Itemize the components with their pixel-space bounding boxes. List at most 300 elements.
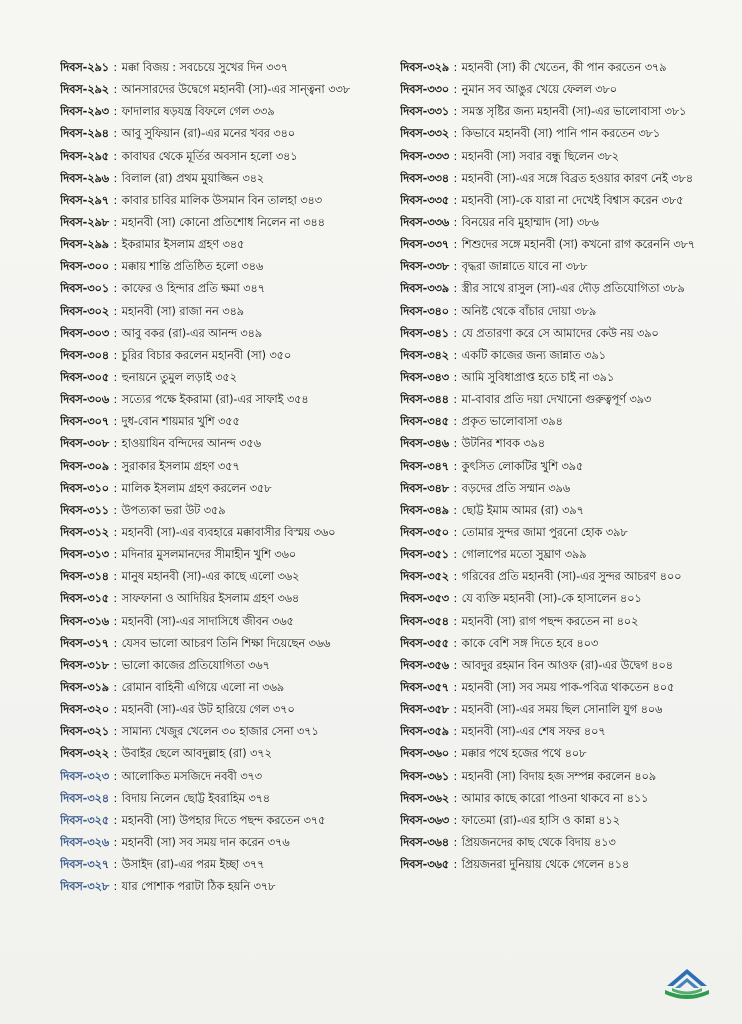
toc-entry-title: মহানবী (সা)-এর সাদাসিধে জীবন [121,614,269,628]
toc-entry-day: দিবস-৩৫৩ [400,592,449,606]
toc-entry-separator: : [453,193,458,207]
toc-entry-page-number: ৪০৪ [651,658,673,672]
toc-entry-separator: : [113,548,118,562]
toc-entry-day: দিবস-৩৩৭ [400,238,449,252]
toc-entry-page-number: ৩৭৪ [248,791,271,805]
toc-entry [60,323,390,345]
toc-entry-title: মহানবী (সা) রাগ পছন্দ করতেন না [461,614,614,628]
toc-entry-title: সত্যের পক্ষে ইকরামা (রা)-এর সাফাই [121,393,284,407]
toc-entry [400,788,735,810]
toc-entry-separator: : [453,215,458,229]
toc-entry-separator: : [453,835,458,849]
toc-entry-separator: : [453,459,458,473]
toc-entry-title: মা-বাবার প্রতি দয়া দেখানো গুরুত্বপূর্ণ [461,393,626,407]
toc-entry-title: একটি কাজের জন্য জান্নাত [461,348,581,362]
toc-entry-title: মহানবী (সা)-কে যারা না দেখেই বিশ্বাস করেন [461,193,659,207]
toc-entry-title: সামান্য খেজুর খেলেন ৩০ হাজার সেনা [121,725,294,739]
toc-entry-title: স্ত্রীর সাথে রাসুল (সা)-এর দৌড় প্রতিযোগিতা [461,282,660,296]
toc-entry-page-number: ৪০৭ [583,725,606,739]
toc-entry-separator: : [453,636,458,650]
toc-entry-separator: : [113,326,118,340]
toc-entry-page-number: ৩৫৪ [286,393,309,407]
toc-entry-day: দিবস-৩৬৩ [400,813,449,827]
toc-entry-day: দিবস-৩৪০ [400,304,449,318]
toc-entry-title: তোমার সুন্দর জামা পুরনো হোক [461,525,603,539]
toc-entry-page-number: ৪০২ [616,614,639,628]
toc-entry-page-number: ৩৮৬ [576,215,599,229]
toc-entry-day: দিবস-৩৪৮ [400,481,449,495]
toc-entry-title: মহানবী (সা)-এর সময় ছিল সোনালি যুগ [461,703,638,717]
toc-entry-page-number: ৩৮৭ [673,238,695,252]
toc-entry-separator: : [113,459,118,473]
toc-entry-separator: : [453,503,458,517]
toc-entry [400,389,735,411]
toc-left-column [60,57,390,898]
toc-entry-separator: : [453,370,458,384]
toc-entry-page-number: ৩৯৭ [562,503,584,517]
toc-entry-title: প্রকৃত ভালোবাসা [461,415,538,429]
toc-entry-separator: : [453,105,458,119]
toc-entry-page-number: ৩৭৮ [253,880,276,894]
toc-entry [60,256,390,278]
toc-entry [60,433,390,455]
toc-entry-day: দিবস-৩৪৩ [400,370,449,384]
toc-entry-page-number: ৪০৯ [634,769,656,783]
toc-entry [400,323,735,345]
toc-entry-day: দিবস-৩১২ [60,525,109,539]
toc-entry [60,721,390,743]
toc-entry-title: আমি সুবিধাপ্রাপ্ত হতে চাই না [461,370,589,384]
toc-entry [60,655,390,677]
toc-entry [60,278,390,300]
toc-entry [400,146,735,168]
toc-entry-page-number: ৩৯৫ [561,459,584,473]
toc-entry-title: কাফের ও হিন্দার প্রতি ক্ষমা [121,282,240,296]
toc-entry-title: আনসারদের উদ্বেগে মহানবী (সা)-এর সান্ত্বনা [121,83,325,97]
toc-entry-separator: : [113,127,118,141]
toc-entry-separator: : [113,658,118,672]
toc-entry-separator: : [453,703,458,717]
toc-entry-day: দিবস-৩৪২ [400,348,449,362]
toc-entry-title: মদিনার মুসলমানদের সীমাহীন খুশি [121,548,271,562]
toc-entry-title: চুরির বিচার করলেন মহানবী (সা) [121,348,266,362]
toc-entry [400,854,735,876]
toc-entry-page-number: ৩৫০ [269,348,292,362]
toc-entry-page-number: ৩৯৮ [605,525,628,539]
toc-entry [60,168,390,190]
toc-entry-separator: : [453,61,458,74]
toc-entry-page-number: ৩৯৪ [523,437,545,451]
toc-entry [400,301,735,323]
toc-entry-separator: : [453,304,458,318]
toc-entry-separator: : [113,238,118,252]
toc-entry-title: গরিবের প্রতি মহানবী (সা)-এর সুন্দর আচরণ [461,570,657,584]
toc-entry-title: উবাইর ছেলে আবদুল্লাহ (রা) [121,747,247,761]
toc-entry-page-number: ৩৩৯ [252,105,275,119]
toc-entry [400,721,735,743]
toc-entry-title: মহানবী (সা) সব সময় পাক-পবিত্র থাকতেন [461,680,650,694]
toc-entry [60,212,390,234]
toc-entry-day: দিবস-৩৫৯ [400,725,449,739]
toc-entry-page-number: ৪১৪ [607,858,630,872]
toc-entry-separator: : [453,570,458,584]
toc-entry-page-number: ৩৮২ [597,149,619,163]
toc-entry-separator: : [113,880,118,894]
toc-entry [60,522,390,544]
toc-entry-day: দিবস-৩০৪ [60,348,109,362]
toc-entry-page-number: ৩৯১ [592,370,615,384]
toc-entry-title: আলোকিত মসজিদে নববী [121,769,237,783]
toc-entry [400,832,735,854]
toc-entry [400,743,735,765]
toc-entry-separator: : [113,282,118,296]
toc-entry-day: দিবস-৩৫৬ [400,658,449,672]
toc-entry [400,212,735,234]
toc-entry [400,655,735,677]
toc-entry-page-number: ৩৩৭ [266,61,288,74]
toc-entry-separator: : [453,813,458,827]
toc-entry-day: দিবস-৩১৬ [60,614,109,628]
toc-entry-day: দিবস-৩৪১ [400,326,449,340]
toc-entry [60,544,390,566]
toc-entry-page-number: ৩৫৫ [218,415,240,429]
toc-entry-separator: : [113,703,118,717]
toc-entry-day: দিবস-৩৬১ [400,769,449,783]
toc-entry-separator: : [113,614,118,628]
toc-entry-page-number: ৩৪০ [273,127,296,141]
toc-entry [60,832,390,854]
toc-entry-title: বিলাল (রা) প্রথম মুয়াজ্জিন [121,171,239,185]
toc-entry [60,588,390,610]
toc-entry [400,522,735,544]
toc-entry-title: ভালো কাজের প্রতিযোগিতা [121,658,245,672]
toc-entry-page-number: ৩৮৪ [671,171,693,185]
toc-entry-page-number: ৩৭০ [272,703,295,717]
toc-entry [60,611,390,633]
toc-entry-separator: : [113,525,118,539]
toc-entry-separator: : [453,747,458,761]
toc-entry [60,456,390,478]
toc-entry-day: দিবস-৩২৭ [60,858,109,872]
toc-entry [60,389,390,411]
toc-entry-page-number: ৩৫২ [215,370,237,384]
toc-entry-page-number: ৩৮৯ [662,282,685,296]
toc-entry-day: দিবস-২৯৩ [60,105,109,119]
toc-entry-day: দিবস-৩১৩ [60,548,109,562]
publisher-logo-icon [660,966,714,1002]
toc-entry-page-number: ৩৪১ [275,149,298,163]
toc-entry-day: দিবস-৩৩৩ [400,149,449,163]
toc-entry-page-number: ৪০৮ [564,747,587,761]
toc-entry-separator: : [453,437,458,451]
toc-entry-title: সাফফানা ও আদিয়ির ইসলাম গ্রহণ [121,592,274,606]
toc-entry-day: দিবস-৩৬৪ [400,835,449,849]
toc-entry-day: দিবস-৩৩৮ [400,260,449,274]
toc-entry-page-number: ৩৯১ [584,348,606,362]
toc-entry-page-number: ৪০৫ [652,680,675,694]
toc-entry-page-number: ৪১১ [626,791,649,805]
toc-entry-day: দিবস-৩৬০ [400,747,449,761]
toc-entry-separator: : [113,61,118,74]
toc-entry-day: দিবস-২৯৫ [60,149,109,163]
toc-entry-page-number: ৩৪৯ [240,326,263,340]
toc-entry-title: যে ব্যক্তি মহানবী (সা)-কে হাসালেন [461,592,617,606]
toc-entry-day: দিবস-৩২০ [60,703,109,717]
toc-entry-separator: : [453,238,458,252]
toc-entry [400,478,735,500]
toc-entry [60,699,390,721]
toc-entry-day: দিবস-৩০৩ [60,326,109,340]
toc-entry-title: সুরাকার ইসলাম গ্রহণ [121,459,215,473]
toc-entry-title: বড়দের প্রতি সম্মান [461,481,545,495]
toc-entry-day: দিবস-৩০৫ [60,370,109,384]
toc-entry-separator: : [453,393,458,407]
toc-entry-separator: : [113,393,118,407]
toc-entry-title: মক্কার পথে হজের পথে [461,747,562,761]
toc-entry-day: দিবস-২৯৪ [60,127,109,141]
toc-entry-separator: : [113,813,118,827]
toc-entry-title: শিশুদের সঙ্গে মহানবী (সা) কখনো রাগ করেননি [461,238,670,252]
toc-entry-page-number: ৩৮৫ [661,193,684,207]
toc-entry-title: ছোট্ট ইমাম আমর (রা) [461,503,559,517]
toc-entry-page-number: ৪০০ [659,570,682,584]
toc-entry-page-number: ৩৯৬ [548,481,571,495]
toc-entry [400,57,735,79]
toc-entry [400,256,735,278]
toc-entry-title: কাবাঘর থেকে মূর্তির অবসান হলো [121,149,273,163]
toc-entry-separator: : [453,127,458,141]
toc-entry [60,234,390,256]
toc-entry-title: মক্কায় শান্তি প্রতিষ্ঠিত হলো [121,260,238,274]
toc-entry-page-number: ৩৯৩ [629,393,652,407]
toc-entry [400,79,735,101]
toc-entry-title: মহানবী (সা)-এর ব্যবহারে মক্কাবাসীর বিস্ময় [121,525,311,539]
toc-entry-page-number: ৩৯৪ [540,415,563,429]
toc-entry [400,345,735,367]
toc-entry-separator: : [113,680,118,694]
toc-entry [60,810,390,832]
toc-entry-separator: : [113,725,118,739]
toc-entry-separator: : [453,548,458,562]
toc-entry-page-number: ৩৭১ [296,725,319,739]
toc-entry-separator: : [453,614,458,628]
toc-entry-day: দিবস-৩০১ [60,282,109,296]
toc-entry [60,788,390,810]
toc-entry-title: মহানবী (সা) কোনো প্রতিশোধ নিলেন না [121,215,300,229]
toc-entry-day: দিবস-৩৫৭ [400,680,449,694]
toc-entry-day: দিবস-৩২১ [60,725,109,739]
toc-entry-separator: : [113,636,118,650]
toc-entry-separator: : [113,149,118,163]
toc-entry-page-number: ৩৪৫ [222,238,245,252]
toc-entry-title: আবদুর রহমান বিন আওফ (রা)-এর উদ্বেগ [461,658,648,672]
toc-entry-separator: : [453,415,458,429]
toc-entry-day: দিবস-৩৪৯ [400,503,449,517]
toc-entry-separator: : [453,282,458,296]
toc-entry-title: উপত্যকা ভরা উট [121,503,201,517]
toc-entry-page-number: ৩৫৯ [203,503,226,517]
toc-entry-day: দিবস-৩১০ [60,481,109,495]
toc-entry-page-number: ৩৬৬ [308,636,331,650]
toc-entry-title: মক্কা বিজয় : সবচেয়ে সুখের দিন [121,61,263,74]
toc-entry-title: উসাইদ (রা)-এর পরম ইচ্ছা [121,858,240,872]
toc-entry-day: দিবস-২৯২ [60,83,109,97]
toc-entry-day: দিবস-৩০৮ [60,437,109,451]
toc-entry [60,500,390,522]
toc-entry-title: ফাদালার ষড়যন্ত্র বিফলে গেল [121,105,250,119]
toc-entry-page-number: ৩৪৭ [243,282,265,296]
toc-entry-page-number: ৩৬৪ [277,592,300,606]
toc-entry-separator: : [453,769,458,783]
toc-entry [400,766,735,788]
toc-entry [400,367,735,389]
toc-entry-page-number: ৩৮০ [595,83,617,97]
toc-entry [60,854,390,876]
toc-entry-title: হাওয়াযিন বন্দিদের আনন্দ [121,437,236,451]
toc-entry [60,123,390,145]
toc-entry-day: দিবস-৩০৬ [60,393,109,407]
toc-entry-separator: : [113,747,118,761]
toc-entry-separator: : [453,658,458,672]
toc-entry [400,456,735,478]
toc-entry-separator: : [453,326,458,340]
toc-entry [60,411,390,433]
toc-entry-day: দিবস-৩৫২ [400,570,449,584]
toc-entry-day: দিবস-৩৫৮ [400,703,449,717]
toc-entry-page-number: ৩৭৭ [242,858,265,872]
toc-entry [60,766,390,788]
toc-entry [400,633,735,655]
toc-entry [60,633,390,655]
toc-entry-title: সমস্ত সৃষ্টির জন্য মহানবী (সা)-এর ভালোবাসা [461,105,661,119]
toc-entry-day: দিবস-২৯৮ [60,215,109,229]
toc-entry-title: কিভাবে মহানবী (সা) পানি পান করতেন [461,127,635,141]
toc-entry-title: মহানবী (সা) বিদায় হজ সম্পন্ন করলেন [461,769,631,783]
toc-entry-day: দিবস-৩১৪ [60,570,109,584]
toc-entry-page-number: ৩৮৯ [574,304,597,318]
toc-entry-separator: : [113,415,118,429]
toc-entry [400,411,735,433]
toc-entry-day: দিবস-৩৪৪ [400,393,449,407]
toc-entry [60,367,390,389]
toc-entry [60,345,390,367]
toc-entry-day: দিবস-৩১১ [60,503,109,517]
toc-entry-title: মহানবী (সা) সবার বন্ধু ছিলেন [461,149,594,163]
toc-entry-page-number: ৩৪২ [242,171,265,185]
toc-entry-title: ফাতেমা (রা)-এর হাসি ও কান্না [461,813,595,827]
toc-entry [60,190,390,212]
toc-entry-day: দিবস-৩৫৫ [400,636,449,650]
toc-entry-separator: : [113,769,118,783]
toc-entry-title: মহানবী (সা)-এর উট হারিয়ে গেল [121,703,270,717]
toc-entry-title: প্রিয়জনরা দুনিয়ায় থেকে গেলেন [461,858,604,872]
toc-entry-title: রোমান বাহিনী এগিয়ে এলো না [121,680,259,694]
toc-entry-title: মালিক ইসলাম গ্রহণ করলেন [121,481,247,495]
toc-entry [60,677,390,699]
toc-entry-title: যে প্রতারণা করে সে আমাদের কেউ নয় [461,326,634,340]
toc-entry-page-number: ৩৬৫ [272,614,294,628]
toc-entry-day: দিবস-৩২৯ [400,61,449,74]
toc-entry-day: দিবস-৩২৮ [60,880,109,894]
toc-entry-day: দিবস-২৯১ [60,61,109,74]
toc-entry-title: মহানবী (সা) কী খেতেন, কী পান করতেন [461,61,642,74]
toc-entry-separator: : [113,835,118,849]
toc-entry-day: দিবস-৩৫০ [400,525,449,539]
toc-entry-separator: : [453,592,458,606]
toc-entry-title: যেসব ভালো আচরণ তিনি শিক্ষা দিয়েছেন [121,636,306,650]
toc-entry-title: প্রিয়জনদের কাছ থেকে বিদায় [461,835,591,849]
toc-entry [400,190,735,212]
toc-entry [60,876,390,898]
toc-entry [60,57,390,79]
toc-entry-title: মহানবী (সা) সব সময় দান করেন [121,835,265,849]
toc-entry-separator: : [113,260,118,274]
toc-entry [400,500,735,522]
toc-entry [60,566,390,588]
toc-entry [400,566,735,588]
toc-entry-page-number: ৩৪৪ [303,215,325,229]
toc-entry-title: আমার কাছে কারো পাওনা থাকবে না [461,791,624,805]
toc-entry [60,743,390,765]
toc-entry-separator: : [453,171,458,185]
toc-entry-page-number: ৪১৩ [593,835,616,849]
toc-entry-title: গোলাপের মতো সুঘ্রাণ [461,548,562,562]
toc-entry-title: মহানবী (সা) উপহার দিতে পছন্দ করতেন [121,813,300,827]
toc-entry-separator: : [113,193,118,207]
toc-entry-page-number: ৪০১ [619,592,642,606]
toc-entry-separator: : [453,260,458,274]
toc-entry-title: মহানবী (সা)-এর শেষ সফর [461,725,581,739]
toc-entry-page-number: ৩৮৮ [565,260,588,274]
toc-entry-title: বিদায় নিলেন ছোট্ট ইবরাহিম [121,791,245,805]
toc-entry-title: মহানবী (সা) রাজা নন [121,304,219,318]
toc-entry-title: বৃদ্ধরা জান্নাতে যাবে না [461,260,563,274]
toc-entry-title: ইকরামার ইসলাম গ্রহণ [121,238,219,252]
toc-entry-separator: : [113,105,118,119]
toc-entry-day: দিবস-৩৩২ [400,127,449,141]
toc-entry-page-number: ৩৫৭ [217,459,240,473]
toc-entry-separator: : [113,858,118,872]
toc-entry-day: দিবস-৩১৮ [60,658,109,672]
toc-entry-separator: : [113,348,118,362]
toc-entry-page-number: ৩৭৬ [267,835,290,849]
toc-entry-page-number: ৩৯৯ [564,548,587,562]
toc-entry [400,168,735,190]
toc-entry [400,699,735,721]
toc-entry-page-number: ৩৪৬ [241,260,264,274]
toc-entry-day: দিবস-৩১৯ [60,680,109,694]
toc-entry-title: কাবার চাবির মালিক উসমান বিন তালহা [121,193,297,207]
toc-entry-day: দিবস-৩০৯ [60,459,109,473]
toc-entry-separator: : [113,171,118,185]
toc-entry-separator: : [113,215,118,229]
toc-entry-page-number: ৩৬০ [274,548,296,562]
toc-entry-title: অনিষ্ট থেকে বাঁচার দোয়া [461,304,571,318]
toc-entry-day: দিবস-৩৩৪ [400,171,449,185]
toc-entry-separator: : [453,83,458,97]
toc-entry-separator: : [453,149,458,163]
toc-entry-day: দিবস-৩২৩ [60,769,109,783]
toc-entry-page-number: ৩৬৭ [247,658,270,672]
toc-entry-day: দিবস-৩৬২ [400,791,449,805]
toc-entry-title: কুৎসিত লোকটির খুশি [461,459,558,473]
toc-entry-page-number: ৪০৩ [576,636,599,650]
toc-entry-day: দিবস-৩৫১ [400,548,449,562]
toc-entry-separator: : [113,370,118,384]
toc-entry-day: দিবস-৩৩৬ [400,215,449,229]
toc-entry-page-number: ৪১২ [598,813,620,827]
toc-entry-day: দিবস-৩৩১ [400,105,449,119]
